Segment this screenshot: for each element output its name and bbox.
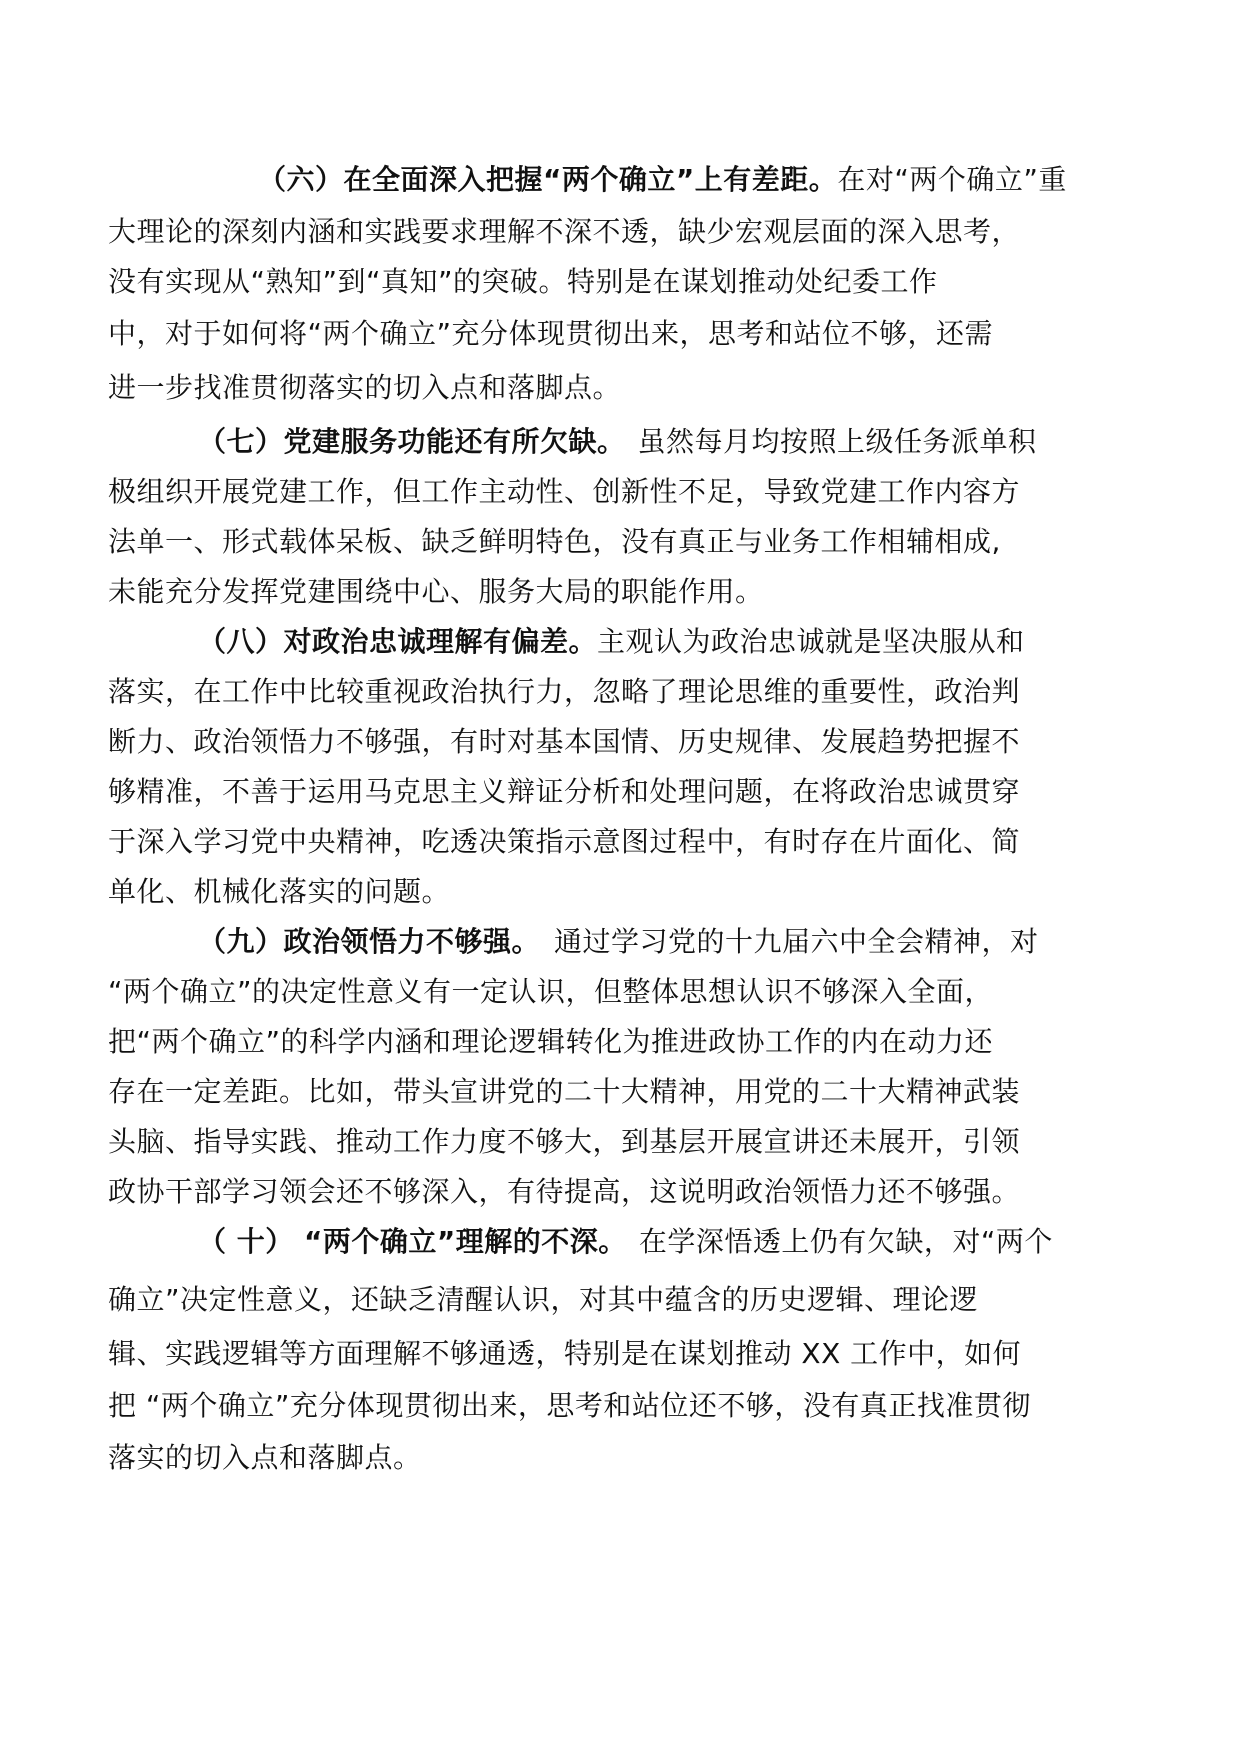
- section-text: 在学深悟透上仍有欠缺，对“两个: [638, 1225, 1053, 1258]
- section-text: 虽然每月均按照上级任务派单积: [637, 425, 1037, 458]
- paragraph-line: 法单一、形式载体呆板、缺乏鲜明特色，没有真正与业务工作相辅相成,: [108, 525, 1001, 558]
- section-heading: （六）在全面深入把握“两个确立”上有差距。: [258, 163, 838, 196]
- paragraph-line: 单化、机械化落实的问题。: [108, 875, 451, 908]
- paragraph-line: 政协干部学习领会还不够深入，有待提高，这说明政治领悟力还不够强。: [108, 1175, 1021, 1208]
- section-text: 在对“两个确立”重: [837, 163, 1067, 196]
- paragraph-line: 辑、实践逻辑等方面理解不够通透，特别是在谋划推动 XX 工作中，如何: [108, 1337, 1022, 1370]
- paragraph-line: [198, 1222, 1053, 1262]
- paragraph-line: “两个确立”的决定性意义有一定认识，但整体思想认识不够深入全面，: [108, 975, 994, 1008]
- paragraph-line: 落实的切入点和落脚点。: [108, 1441, 422, 1474]
- paragraph-line: 确立”决定性意义，还缺乏清醒认识，对其中蕴含的历史逻辑、理论逻: [108, 1283, 979, 1316]
- paragraph-line: 落实，在工作中比较重视政治执行力，忽略了理论思维的重要性，政治判: [108, 675, 1021, 708]
- paragraph-line: [198, 922, 1039, 962]
- paragraph-line: 把“两个确立”的科学内涵和理论逻辑转化为推进政协工作的内在动力还: [108, 1025, 994, 1058]
- paragraph-line: 未能充分发挥党建围绕中心、服务大局的职能作用。: [108, 575, 764, 608]
- section-text: 通过学习党的十九届六中全会精神，对: [554, 925, 1039, 958]
- paragraph-line: 存在一定差距。比如，带头宣讲党的二十大精神，用党的二十大精神武装: [108, 1075, 1021, 1108]
- paragraph-line: 断力、政治领悟力不够强，有时对基本国情、历史规律、发展趋势把握不: [108, 725, 1021, 758]
- paragraph-line: [258, 160, 1067, 200]
- paragraph-line: 头脑、指导实践、推动工作力度不够大，到基层开展宣讲还未展开，引领: [108, 1125, 1021, 1158]
- paragraph-line: 于深入学习党中央精神，吃透决策指示意图过程中，有时存在片面化、简: [108, 825, 1021, 858]
- paragraph-line: 够精准，不善于运用马克思主义辩证分析和处理问题，在将政治忠诚贯穿: [108, 775, 1021, 808]
- section-text: 主观认为政治忠诚就是坚决服从和: [597, 625, 1025, 658]
- paragraph-line: 中，对于如何将“两个确立”充分体现贯彻出来，思考和站位不够，还需: [108, 317, 994, 350]
- section-heading: （九）政治领悟力不够强。: [198, 925, 541, 958]
- paragraph-line: [198, 622, 1025, 662]
- section-heading: （七）党建服务功能还有所欠缺。: [198, 425, 626, 458]
- paragraph-line: 进一步找准贯彻落实的切入点和落脚点。: [108, 371, 622, 404]
- paragraph-line: 没有实现从“熟知”到“真知”的突破。特别是在谋划推动处纪委工作: [108, 265, 938, 298]
- paragraph-line: [198, 422, 1037, 462]
- paragraph-line: 把 “两个确立”充分体现贯彻出来，思考和站位还不够，没有真正找准贯彻: [108, 1389, 1031, 1422]
- paragraph-line: 大理论的深刻内涵和实践要求理解不深不透，缺少宏观层面的深入思考，: [108, 215, 1021, 248]
- section-heading: （ 十） “两个确立”理解的不深。: [198, 1225, 627, 1258]
- paragraph-line: 极组织开展党建工作，但工作主动性、创新性不足，导致党建工作内容方: [108, 475, 1021, 508]
- section-heading: （八）对政治忠诚理解有偏差。: [198, 625, 598, 658]
